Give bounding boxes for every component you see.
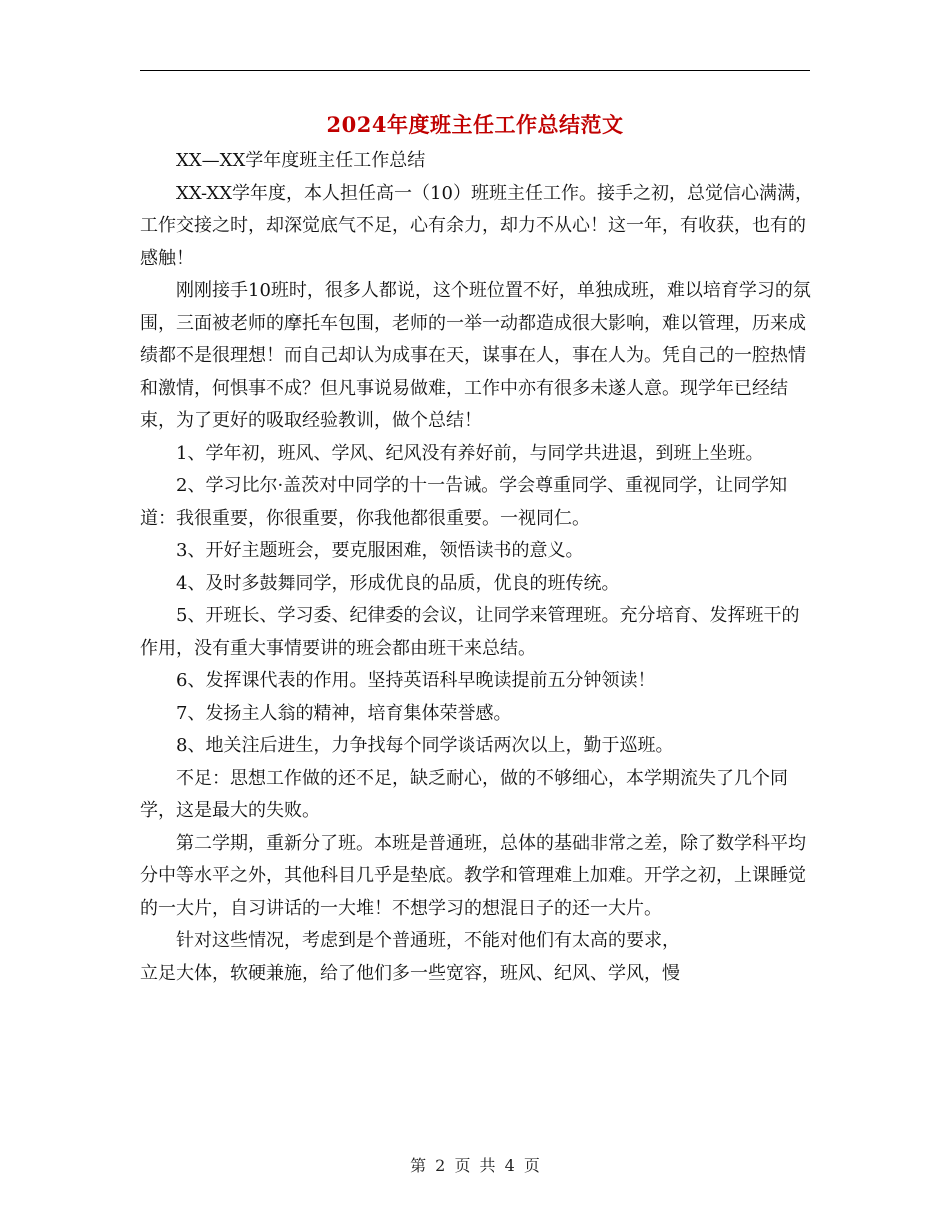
measures-line-1: 针对这些情况，考虑到是个普通班，不能对他们有太高的要求， xyxy=(176,930,680,951)
list-item-4: 4、及时多鼓舞同学，形成优良的品质，优良的班传统。 xyxy=(176,572,620,594)
list-item-1: 1、学年初，班风、学风、纪风没有养好前，与同学共进退，到班上坐班。 xyxy=(176,442,764,464)
list-item-3: 3、开好主题班会，要克服困难，领悟读书的意义。 xyxy=(176,540,584,561)
second-semester-paragraph: 第二学期，重新分了班。本班是普通班，总体的基础非常之差，除了数学科平均分中等水平之外，其他科目几乎是垫底。教学和管理难上加难。开学之初，上课睡觉的一大片，自习讲话的一大堆！不想学习的想混日子的还一大片。 xyxy=(140,832,806,919)
document-title: 2024年度班主任工作总结范文 xyxy=(326,112,624,137)
background-paragraph: 刚刚接手10班时，很多人都说，这个班位置不好，单独成班，难以培育学习的氛围，三面被老师的摩托车包围，老师的一举一动都造成很大影响，难以管理，历来成绩都不是很理想！而自己却认为成事在天，谋事在人，事在人为。凭自己的一腔热情和激情，何惧事不成？但凡事说易做难，工作中亦有很多未遂人意。现学年已经结束，为了更好的吸取经验教训，做个总结！ xyxy=(140,280,811,431)
measures-paragraph xyxy=(140,925,815,990)
list-item-6: 6、发挥课代表的作用。坚持英语科早晚读提前五分钟领读！ xyxy=(176,670,656,691)
list-item-5: 5、开班长、学习委、纪律委的会议，让同学来管理班。充分培育、发挥班干的作用，没有重大事情要讲的班会都由班干来总结。 xyxy=(140,605,800,659)
shortcomings-paragraph: 不足：思想工作做的还不足，缺乏耐心，做的不够细心，本学期流失了几个同学，这是最大的失败。 xyxy=(140,767,788,821)
header-rule xyxy=(140,70,810,71)
subtitle-paragraph: XX—XX学年度班主任工作总结 xyxy=(176,150,426,171)
document-body xyxy=(140,145,815,990)
list-item-2: 2、学习比尔·盖茨对中同学的十一告诫。学会尊重同学、重视同学，让同学知道：我很重要，你很重要，你我他都很重要。一视同仁。 xyxy=(140,475,788,529)
list-item-7: 7、发扬主人翁的精神，培育集体荣誉感。 xyxy=(176,702,512,724)
list-item-8: 8、地关注后进生，力争找每个同学谈话两次以上，勤于巡班。 xyxy=(176,735,674,756)
intro-paragraph: XX-XX学年度，本人担任高一（10）班班主任工作。接手之初，总觉信心满满，工作交接之时，却深觉底气不足，心有余力，却力不从心！这一年，有收获，也有的感触！ xyxy=(140,182,813,269)
measures-line-2: 立足大体，软硬兼施，给了他们多一些宽容，班风、纪风、学风，慢 xyxy=(140,962,680,984)
page-number-footer: 第 2 页 共 4 页 xyxy=(410,1156,540,1175)
